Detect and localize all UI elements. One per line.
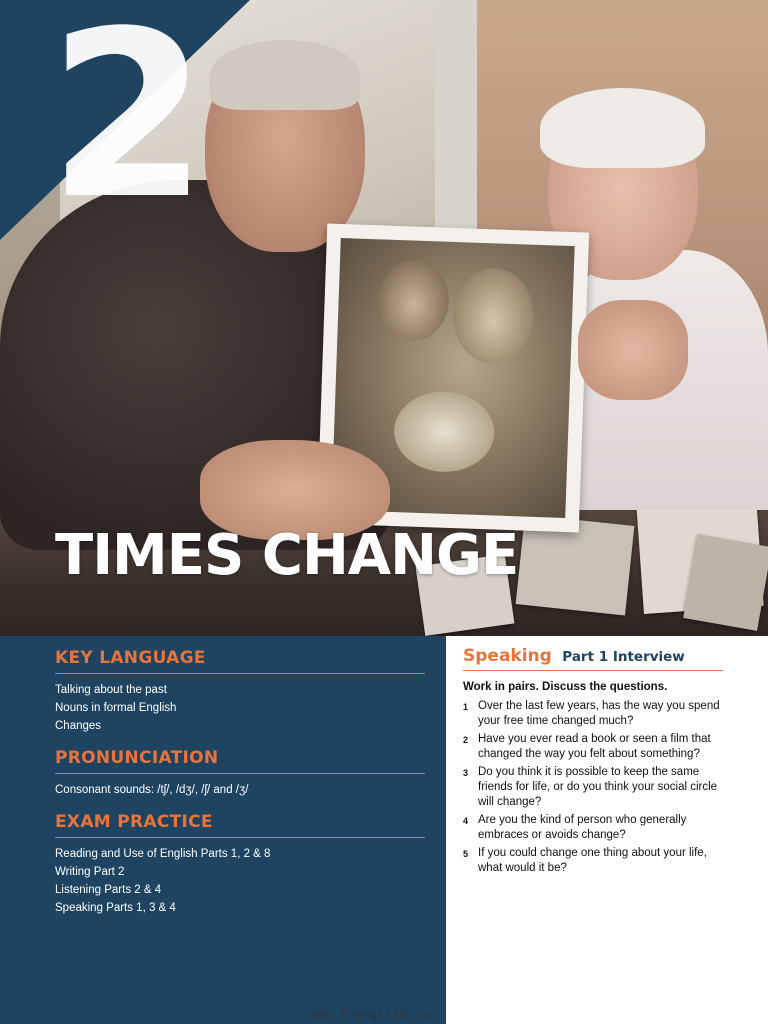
speaking-header [463, 646, 723, 671]
question-number: 2 [463, 735, 469, 745]
list-item [463, 813, 723, 843]
question-text: Have you ever read a book or seen a film that changed the way you felt about something? [478, 733, 711, 760]
bouquet [393, 390, 496, 473]
footer-url: www.frenglish.ru [308, 1008, 432, 1022]
question-number: 1 [463, 702, 469, 712]
chapter-number: 2 [48, 0, 205, 250]
question-number: 4 [463, 816, 469, 826]
list-item: Consonant sounds: /tʃ/, /dʒ/, /ʃ/ and /ʒ/ [55, 784, 249, 796]
question-text: Are you the kind of person who generally embraces or avoids change? [478, 814, 687, 841]
list-item: Nouns in formal English [55, 702, 177, 714]
bride-figure [452, 267, 535, 365]
pronunciation-section [55, 748, 425, 799]
list-item [463, 699, 723, 729]
list-item: Talking about the past [55, 684, 167, 696]
exam-practice-section [55, 812, 425, 917]
question-text: If you could change one thing about your life, what would it be? [478, 847, 707, 874]
question-number: 5 [463, 849, 469, 859]
man-hair [210, 40, 360, 110]
list-item: Writing Part 2 [55, 866, 125, 878]
groom-figure [377, 259, 450, 341]
list-item [463, 732, 723, 762]
list-item: Changes [55, 720, 102, 732]
key-language-section [55, 648, 425, 735]
key-language-heading: KEY LANGUAGE [55, 648, 425, 674]
list-item: Speaking Parts 1, 3 & 4 [55, 902, 176, 914]
speaking-part-label: Part 1 Interview [562, 649, 685, 665]
woman-hand [578, 300, 688, 400]
pronunciation-heading: PRONUNCIATION [55, 748, 425, 774]
question-text: Over the last few years, has the way you spend your free time changed much? [478, 700, 720, 727]
question-text: Do you think it is possible to keep the same friends for life, or do you think your social circle will change? [478, 766, 718, 808]
list-item: Reading and Use of English Parts 1, 2 & 8 [55, 848, 271, 860]
chapter-title: TIMES CHANGE [55, 523, 519, 588]
question-list [463, 699, 723, 876]
speaking-title: Speaking [463, 646, 552, 666]
woman-hair [540, 88, 705, 168]
speaking-panel [463, 646, 723, 879]
scattered-photo [683, 534, 768, 631]
list-item [463, 765, 723, 810]
list-item: Listening Parts 2 & 4 [55, 884, 162, 896]
list-item [463, 846, 723, 876]
exam-practice-heading: EXAM PRACTICE [55, 812, 425, 838]
question-number: 3 [463, 768, 469, 778]
exam-practice-list [55, 845, 425, 917]
speaking-instruction: Work in pairs. Discuss the questions. [463, 681, 668, 693]
pronunciation-list [55, 781, 425, 799]
unit-overview-panel [0, 636, 446, 1024]
key-language-list [55, 681, 425, 735]
